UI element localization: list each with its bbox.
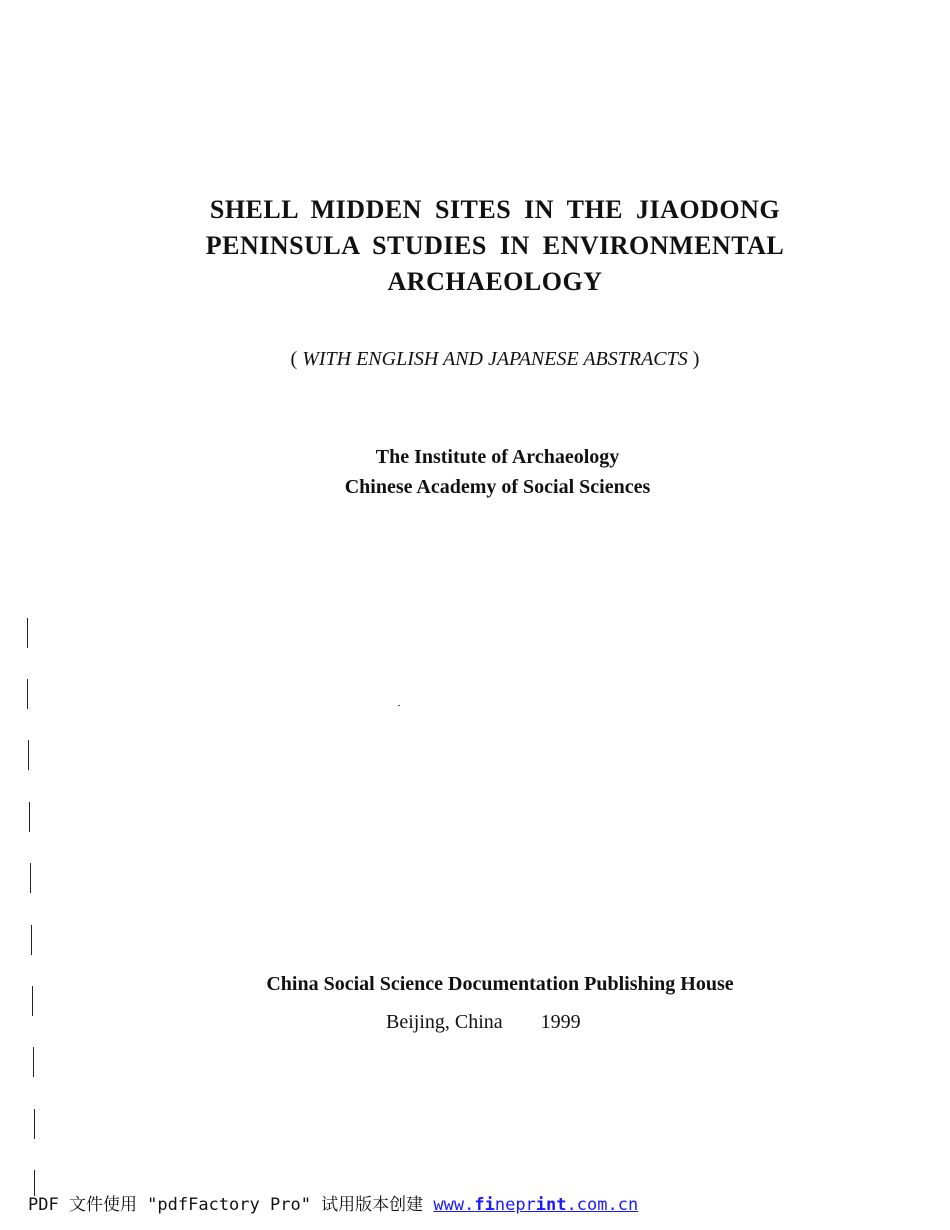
title-line-1: SHELL MIDDEN SITES IN THE JIAODONG — [209, 195, 781, 224]
academy-name: Chinese Academy of Social Sciences — [344, 476, 651, 498]
book-title — [0, 192, 950, 300]
title-line-3: ARCHAEOLOGY — [387, 267, 603, 296]
subtitle-open-paren: ( — [290, 348, 298, 370]
margin-tick — [29, 802, 30, 832]
margin-tick — [31, 925, 32, 955]
publisher-name: China Social Science Documentation Publishing House — [266, 973, 734, 995]
publication-year: 1999 — [540, 1011, 581, 1033]
title-line-2: PENINSULA STUDIES IN ENVIRONMENTAL — [205, 231, 785, 260]
institute-name: The Institute of Archaeology — [375, 446, 620, 468]
publication-place: Beijing, China — [386, 1011, 503, 1033]
fineprint-link[interactable]: www.fineprint.com.cn — [433, 1195, 639, 1215]
margin-tick — [33, 1047, 34, 1077]
institute-block — [0, 442, 950, 502]
margin-tick — [34, 1109, 35, 1139]
margin-tick — [27, 618, 28, 648]
margin-tick — [28, 740, 29, 770]
margin-tick — [30, 863, 31, 893]
subtitle-close-paren: ) — [692, 348, 700, 370]
scan-speck — [398, 705, 400, 706]
subtitle-text: WITH ENGLISH AND JAPANESE ABSTRACTS — [302, 348, 688, 370]
footer-text: PDF 文件使用 "pdfFactory Pro" 试用版本创建 — [28, 1195, 434, 1215]
imprint-line — [386, 1008, 581, 1036]
pdf-footer — [28, 1193, 638, 1217]
subtitle — [0, 346, 950, 372]
margin-tick — [27, 679, 28, 709]
